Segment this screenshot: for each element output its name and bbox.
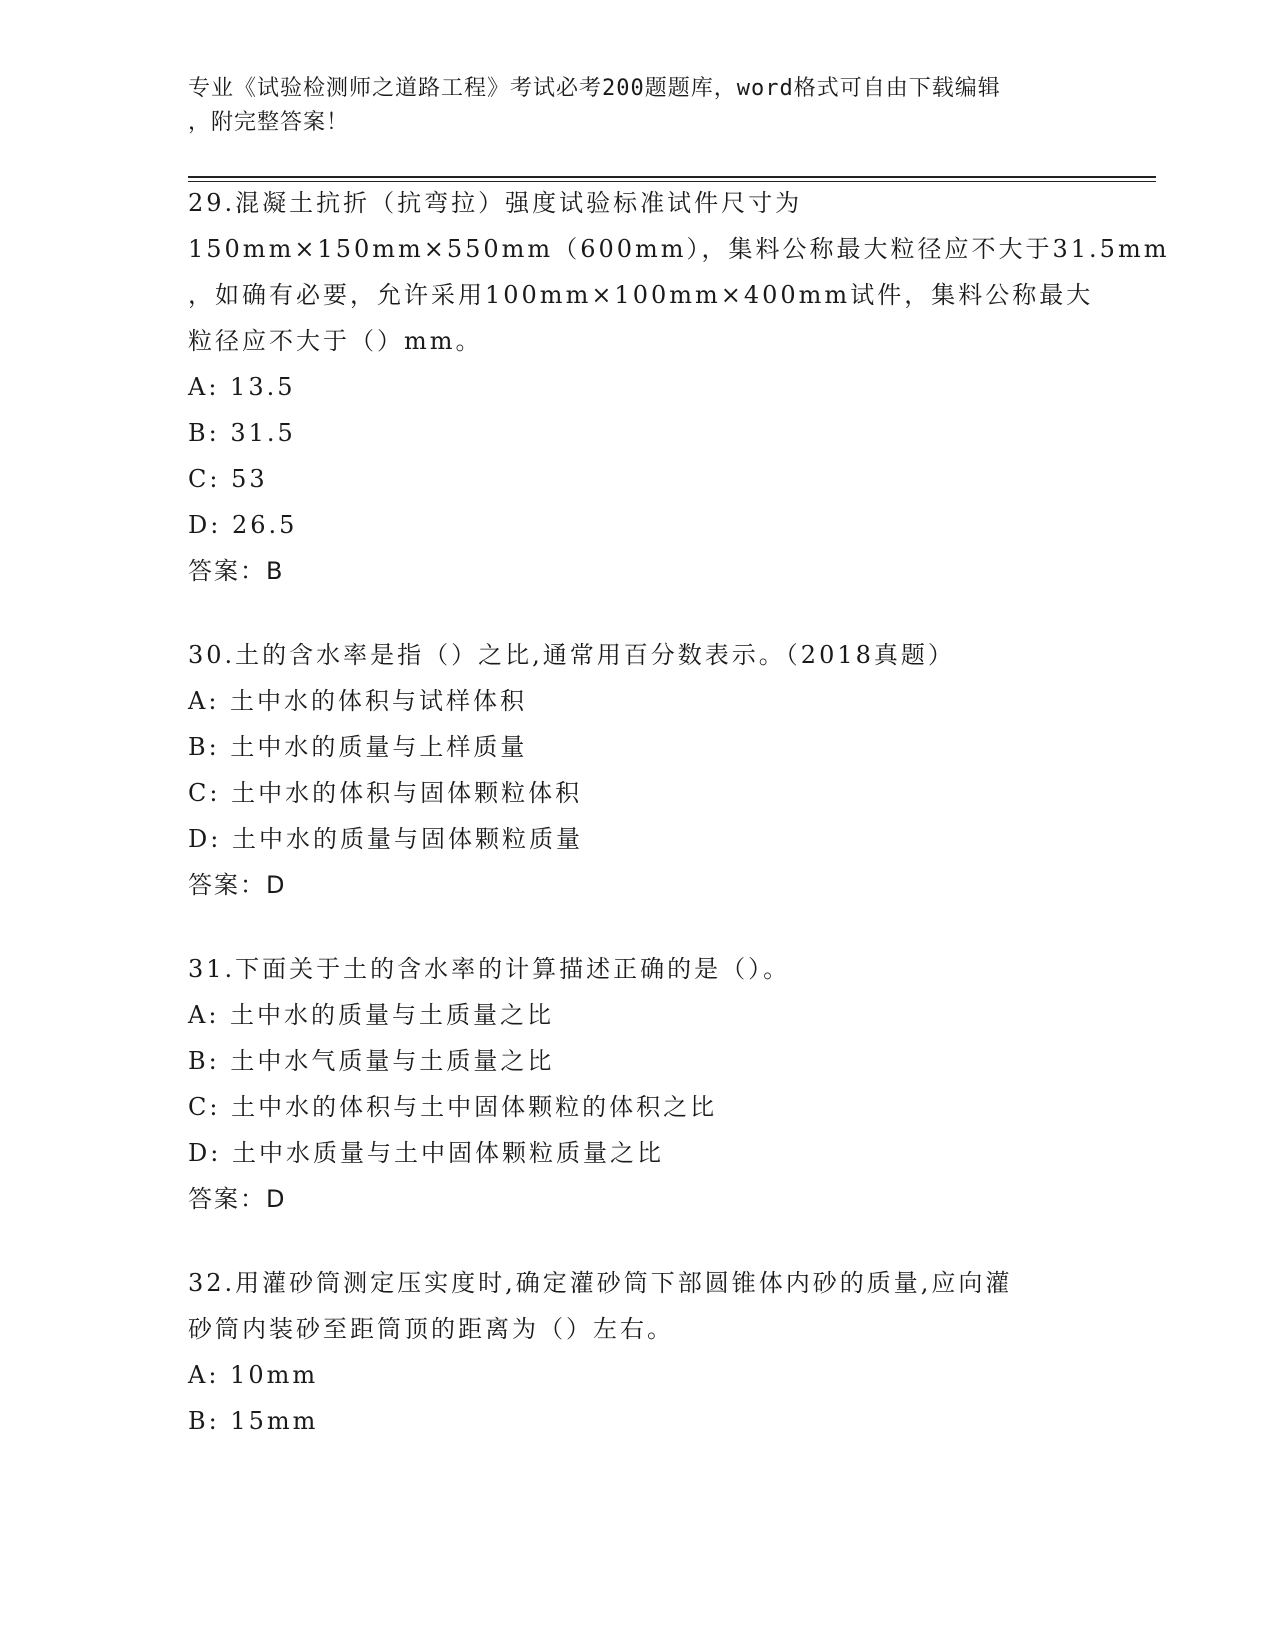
option-c: C: 53: [188, 465, 268, 493]
question-stem-line: 粒径应不大于（）mm。: [188, 327, 483, 355]
option-d: D: 土中水质量与土中固体颗粒质量之比: [188, 1139, 664, 1167]
option-b: B: 15mm: [188, 1407, 319, 1435]
question-stem-line: 150mm×150mm×550mm（600mm），集料公称最大粒径应不大于31.5mm: [188, 235, 1170, 263]
answer-line: 答案：D: [188, 871, 287, 899]
question-stem-line: 砂筒内装砂至距筒顶的距离为（）左右。: [188, 1315, 674, 1343]
option-b: B: 土中水的质量与上样质量: [188, 733, 528, 761]
option-c: C: 土中水的体积与土中固体颗粒的体积之比: [188, 1093, 718, 1121]
answer-line: 答案：D: [188, 1185, 287, 1213]
question-stem-line: 32.用灌砂筒测定压实度时,确定灌砂筒下部圆锥体内砂的质量,应向灌: [188, 1269, 1013, 1297]
option-a: A: 10mm: [188, 1361, 319, 1389]
question-32: [188, 1260, 1088, 1444]
header-line-1: 专业《试验检测师之道路工程》考试必考200题题库，word格式可自由下载编辑: [188, 76, 1001, 101]
option-d: D: 土中水的质量与固体颗粒质量: [188, 825, 583, 853]
question-stem-line: 31.下面关于土的含水率的计算描述正确的是（）。: [188, 955, 791, 983]
question-stem-line: ，如确有必要，允许采用100mm×100mm×400mm试件，集料公称最大: [188, 281, 1094, 309]
option-d: D: 26.5: [188, 511, 298, 539]
header-line-2: ，附完整答案！: [188, 110, 350, 135]
question-30: [188, 632, 1088, 908]
option-c: C: 土中水的体积与固体颗粒体积: [188, 779, 583, 807]
question-29: [188, 180, 1170, 594]
option-b: B: 土中水气质量与土质量之比: [188, 1047, 555, 1075]
option-a: A: 土中水的体积与试样体积: [188, 687, 528, 715]
question-31: [188, 946, 1088, 1222]
answer-line: 答案：B: [188, 557, 285, 585]
question-stem-line: 30.土的含水率是指（）之比,通常用百分数表示。（2018真题）: [188, 641, 955, 669]
option-a: A: 土中水的质量与土质量之比: [188, 1001, 555, 1029]
question-stem-line: 29.混凝土抗折（抗弯拉）强度试验标准试件尺寸为: [188, 189, 803, 217]
document-header: [188, 72, 1088, 140]
option-a: A: 13.5: [188, 373, 296, 401]
option-b: B: 31.5: [188, 419, 296, 447]
